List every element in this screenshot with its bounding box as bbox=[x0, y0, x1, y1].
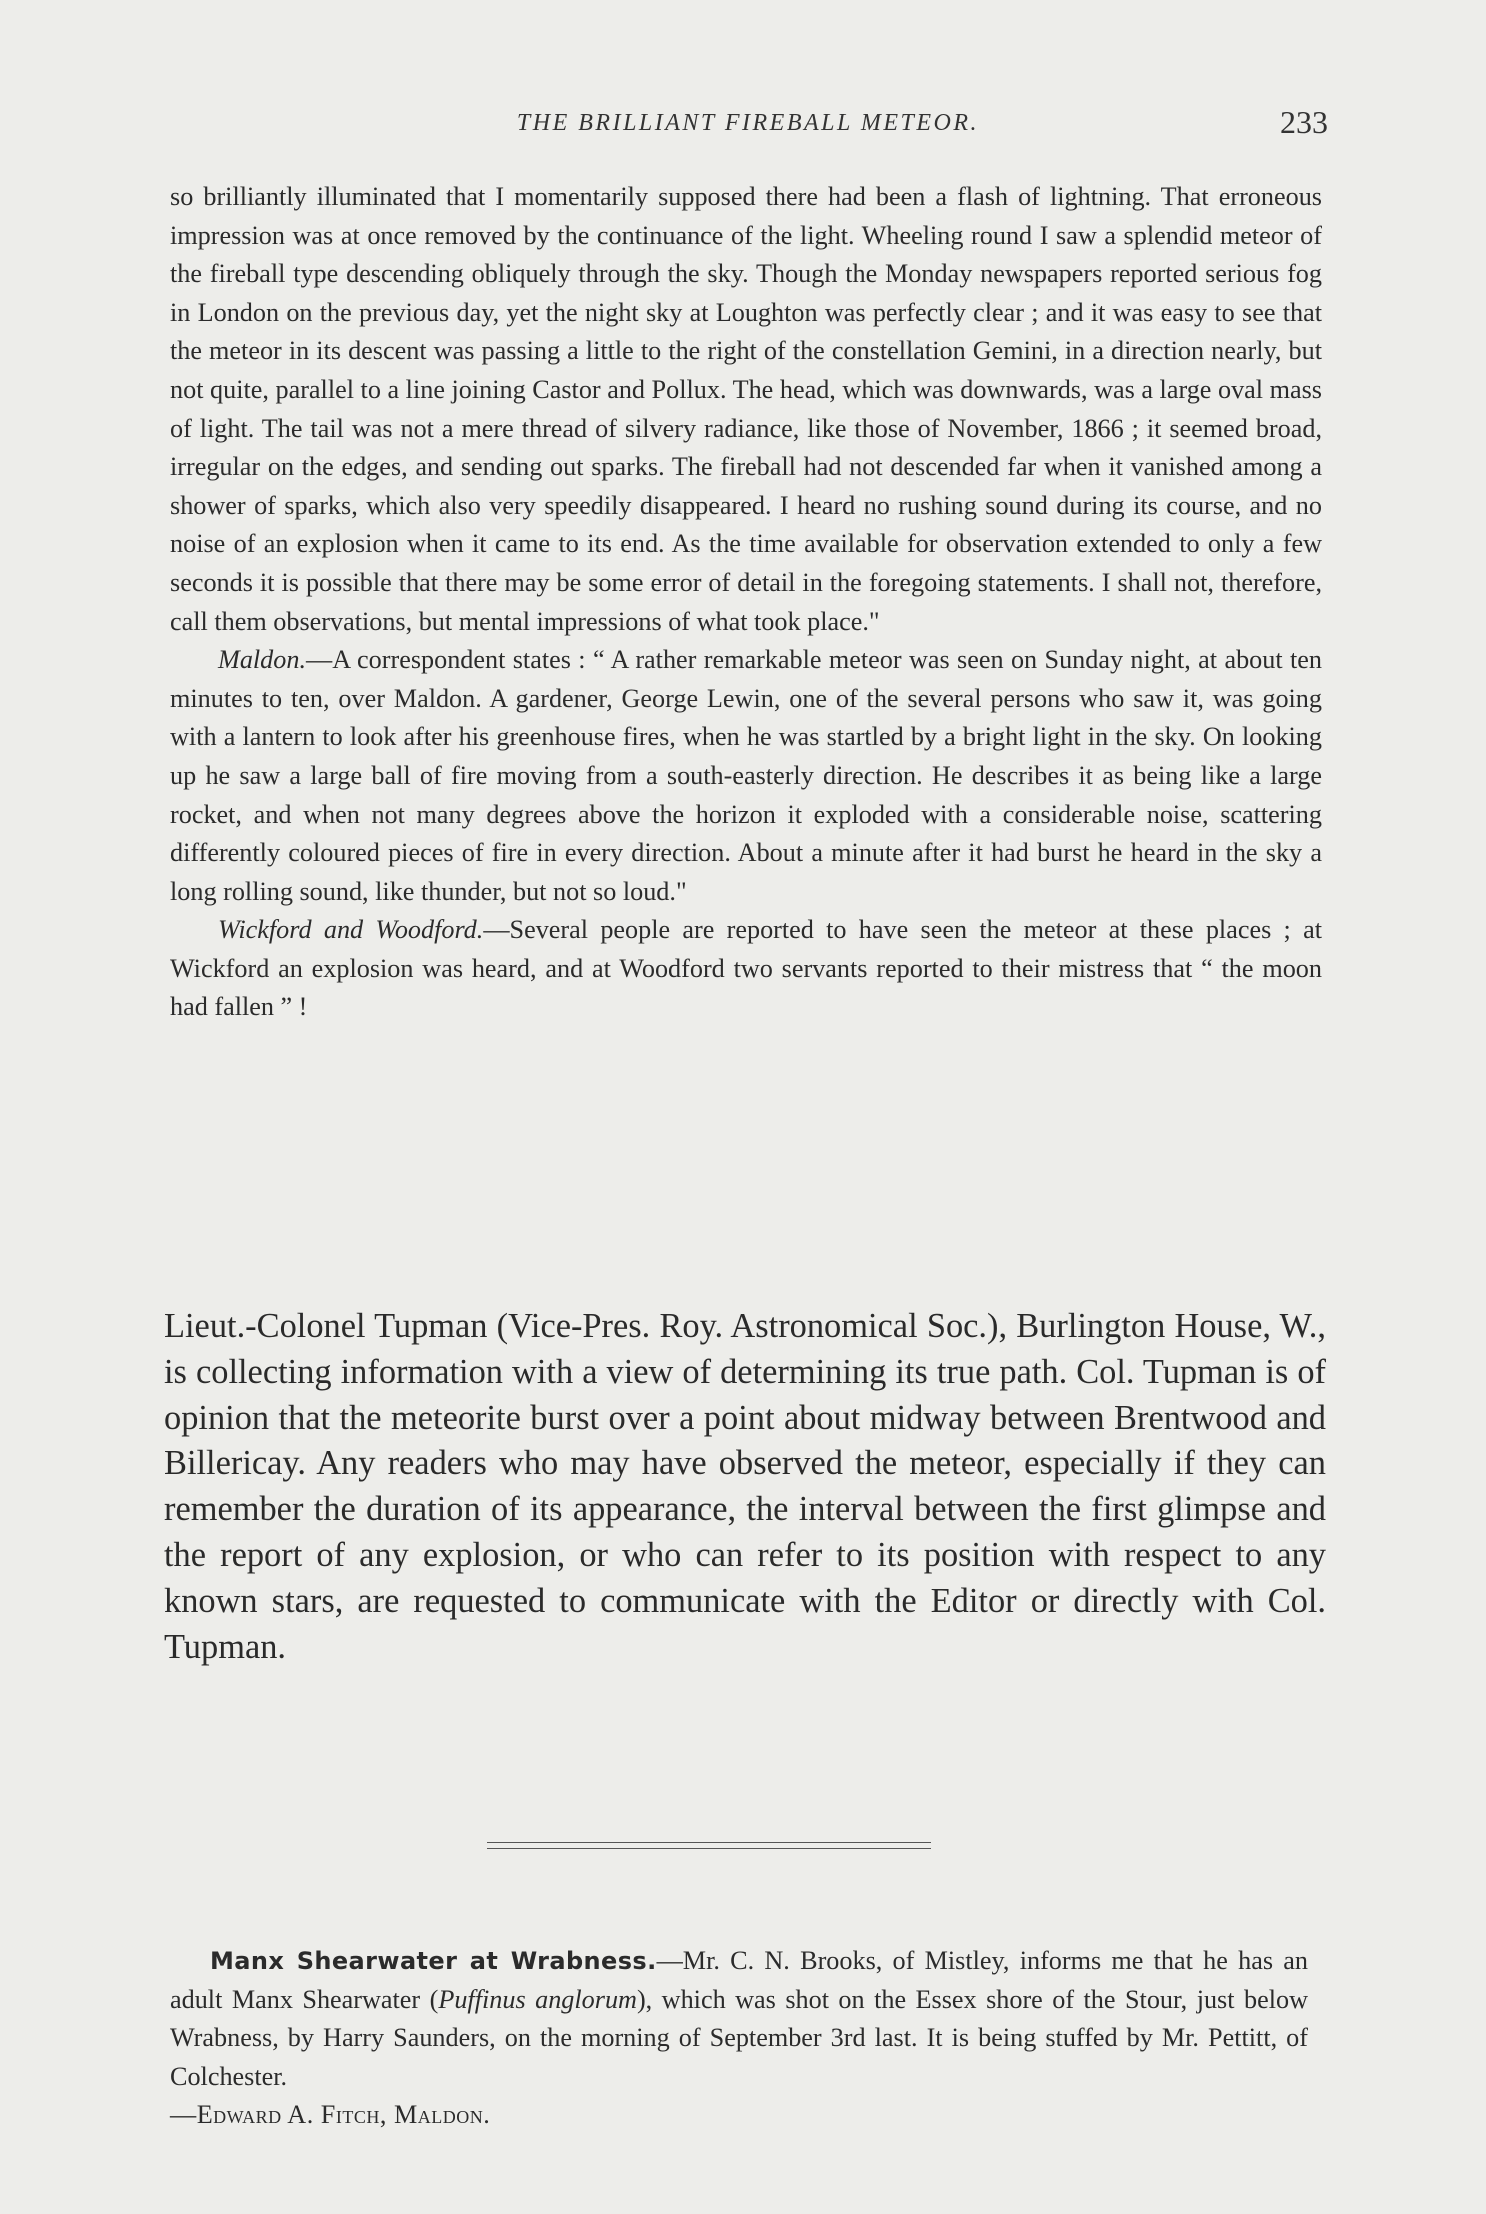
paragraph-wickford bbox=[170, 911, 1322, 1027]
page-number: 233 bbox=[1280, 104, 1328, 140]
paragraph-maldon bbox=[170, 641, 1322, 911]
species-name: Puffinus anglorum bbox=[438, 1984, 637, 2014]
note-text-1: —Mr. C. N. Brooks, of Mistley, informs me that he has an adult Manx Shearwater ( bbox=[170, 1946, 1308, 2014]
paragraph-loughton: so brilliantly illuminated that I momentarily supposed there had been a flash of lightning. That erroneous impression was at once removed by the continuance of the light. Wheeling round I saw a splendid meteor of the fireball type descending obliquely through the sky. Though the Monday newspapers reported serious fog in London on the previous day, yet the night sky at Loughton was perfectly clear ; and it was easy to see that the meteor in its descent was passing a little to the right of the constellation Gemini, in a direction nearly, but not quite, parallel to a line joining Castor and Pollux. The head, which was downwards, was a large oval mass of light. The tail was not a mere thread of silvery radiance, like those of November, 1866 ; it seemed broad, irregular on the edges, and sending out sparks. The fireball had not descended far when it vanished among a shower of sparks, which also very speedily disappeared. I heard no rushing sound during its course, and no noise of an explosion when it came to its end. As the time available for observation extended to only a few seconds it is possible that there may be some error of detail in the foregoing statements. I shall not, therefore, call them observations, but mental impressions of what took place." bbox=[170, 182, 1322, 636]
note-signature: —Edward A. Fitch, Maldon. bbox=[170, 2100, 491, 2130]
place-wickford-woodford: Wickford and Woodford. bbox=[218, 915, 484, 945]
wickford-text: —Several people are reported to have seen the meteor at these places ; at Wickford an explosion was heard, and at Woodford two servants reported to their mistress that “ the moon had fallen ” ! bbox=[170, 915, 1322, 1022]
note-text-2: ), which was shot on the Essex shore of the Stour, just below Wrabness, by Harry Saunders, on the morning of September 3rd last. It is being stuffed by Mr. Pettitt, of Colchester. bbox=[170, 1984, 1308, 2091]
section-divider-top bbox=[487, 1842, 931, 1843]
note-title: Manx Shearwater at Wrabness. bbox=[210, 1947, 657, 1975]
running-head bbox=[168, 104, 1328, 144]
main-text-small bbox=[170, 178, 1322, 1027]
manx-shearwater-note bbox=[170, 1942, 1308, 2135]
maldon-text: —A correspondent states : “ A rather remarkable meteor was seen on Sunday night, at about ten minutes to ten, over Maldon. A gardener, George Lewin, one of the several persons who saw it, was going with a lantern to look after his greenhouse fires, when he was startled by a bright light in the sky. On looking up he saw a large ball of fire moving from a south-easterly direction. He describes it as being like a large rocket, and when not many degrees above the horizon it exploded with a considerable noise, scattering differently coloured pieces of fire in every direction. About a minute after it had burst he heard in the sky a long rolling sound, like thunder, but not so loud." bbox=[170, 645, 1322, 906]
section-divider-bottom bbox=[487, 1848, 931, 1849]
place-maldon: Maldon. bbox=[218, 645, 307, 675]
running-title: THE BRILLIANT FIREBALL METEOR. bbox=[516, 110, 980, 136]
paragraph-tupman: Lieut.-Colonel Tupman (Vice-Pres. Roy. Astronomical Soc.), Burlington House, W., is collecting information with a view of determining its true path. Col. Tupman is of opinion that the meteorite burst over a point about midway between Brentwood and Billericay. Any readers who may have observed the meteor, especially if they can remember the duration of its appearance, the interval between the first glimpse and the report of any explosion, or who can refer to its position with respect to any known stars, are requested to communicate with the Editor or directly with Col. Tupman. bbox=[164, 1307, 1326, 1666]
editorial-note-large bbox=[164, 1304, 1326, 1670]
note-paragraph bbox=[170, 1942, 1308, 2135]
